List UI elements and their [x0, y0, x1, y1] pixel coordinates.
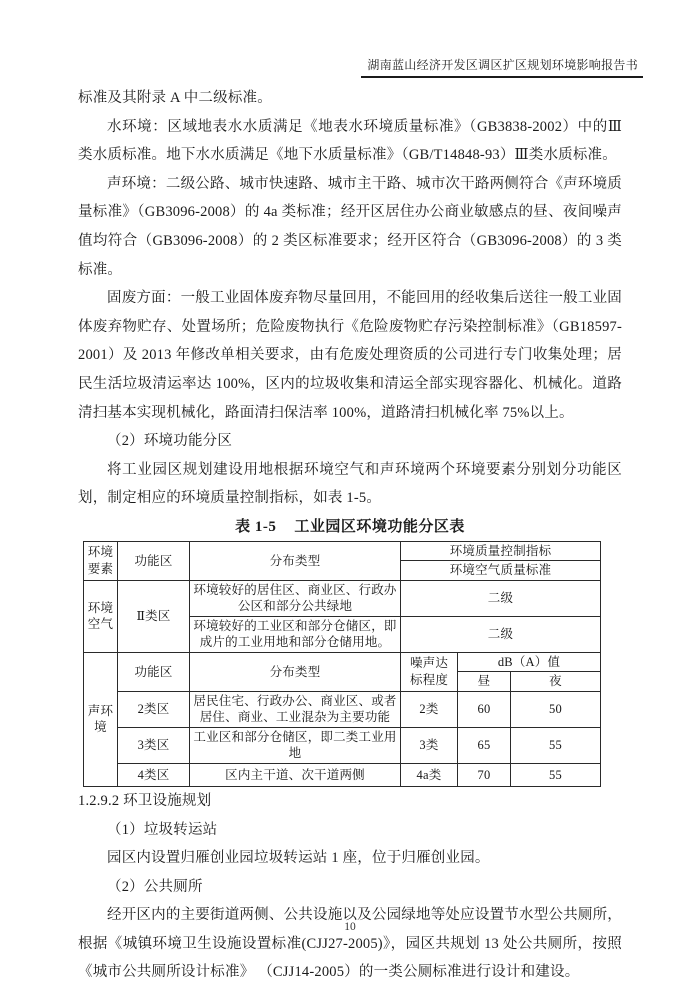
running-head-title: 湖南蓝山经济开发区调区扩区规划环境影响报告书: [361, 56, 643, 78]
cell-noise-day-2: 60: [458, 691, 511, 727]
cell-noise-attain-3: 3类: [401, 727, 458, 763]
table-caption: [78, 516, 622, 538]
cell-noise-attain-4: 4a类: [401, 763, 458, 786]
table-row: [84, 727, 601, 763]
cell-air-distribution-1: 环境较好的居住区、商业区、行政办公区和部分公共绿地: [190, 580, 401, 616]
cell-air-distribution-2: 环境较好的工业区和部分仓储区，即成片的工业用地和部分仓储用地。: [190, 616, 401, 652]
header-cell-element: 环境要素: [84, 541, 118, 580]
table-row: [84, 541, 601, 561]
cell-noise-attain-2: 2类: [401, 691, 458, 727]
cell-noise-day-4: 70: [458, 763, 511, 786]
paragraph-noise-environment: 声环境：二级公路、城市快速路、城市主干路、城市次干路两侧符合《声环境质量标准》（GB3096-2008）的 4a 类标准；经开区居住办公商业敏感点的昼、夜间噪声值均符合（GB3096-2008）的 2 类区标准要求；经开区符合（GB3096-2008）的 3 类标准。: [78, 175, 622, 278]
cell-noise-night-4: 55: [511, 763, 601, 786]
header-cell-air-standard: 环境空气质量标准: [401, 561, 601, 581]
cell-noise-zone-3: 3类区: [118, 727, 190, 763]
table-caption-label: 表 1-5: [235, 518, 277, 535]
table-row: [84, 652, 601, 672]
header-cell-night: 夜: [511, 672, 601, 692]
page-number: 10: [344, 921, 356, 933]
header-cell-quality-index: 环境质量控制指标: [401, 541, 601, 561]
header-cell-day: 昼: [458, 672, 511, 692]
heading-sanitation-planning: 1.2.9.2 环卫设施规划: [78, 792, 212, 809]
cell-noise-night-3: 55: [511, 727, 601, 763]
header-cell-noise-zone: 功能区: [118, 652, 190, 691]
cell-noise-zone-2: 2类区: [118, 691, 190, 727]
paragraph-public-toilet: 经开区内的主要街道两侧、公共设施以及公园绿地等处应设置节水型公共厕所，根据《城镇环境卫生设施设置标准(CJJ27-2005)》，园区共规划 13 处公共厕所，按照《城市公共厕所设计标准》 （CJJ14-2005）的一类公厕标准进行设计和建设。: [78, 907, 622, 981]
cell-noise-zone-4: 4类区: [118, 763, 190, 786]
table-row: [84, 580, 601, 616]
cell-noise-day-3: 65: [458, 727, 511, 763]
paragraph-garbage-transfer-station: 园区内设置归雁创业园垃圾转运站 1 座，位于归雁创业园。: [107, 850, 490, 867]
header-cell-db-value: dB（A）值: [458, 652, 601, 672]
cell-noise-night-2: 50: [511, 691, 601, 727]
paragraph-solid-waste: 固废方面：一般工业固体废弃物尽量回用，不能回用的经收集后送往一般工业固体废弃物贮存、处置场所；危险废物执行《危险废物贮存污染控制标准》（GB18597-2001）及 2013 年修改单相关要求，由有危废处理资质的公司进行专门收集处理；居民生活垃圾清运率达 100%，区内的垃圾收集和清运全部实现容器化、机械化。道路清扫基本实现机械化，路面清扫保洁率 100%，道路清扫机械化率 75%以上。: [78, 290, 622, 421]
header-cell-distribution: 分布类型: [190, 541, 401, 580]
cell-noise-distribution-3: 工业区和部分仓储区，即二类工业用地: [190, 727, 401, 763]
paragraph-water-environment: 水环境：区域地表水水质满足《地表水环境质量标准》（GB3838-2002）中的Ⅲ类水质标准。地下水水质满足《地下水质量标准》（GB/T14848-93）Ⅲ类水质标准。: [78, 118, 622, 164]
cell-air-zone: Ⅱ类区: [118, 580, 190, 652]
cell-element-air: 环境空气: [84, 580, 118, 652]
page-header: [361, 56, 643, 78]
header-cell-noise-attain: 噪声达标程度: [401, 652, 458, 691]
page-footer: [0, 921, 700, 933]
subheading-env-function-zoning: （2）环境功能分区: [107, 433, 233, 450]
cell-air-standard-2: 二级: [401, 616, 601, 652]
table-row: [84, 763, 601, 786]
document-content: [78, 84, 622, 987]
cell-noise-distribution-4: 区内主干道、次干道两侧: [190, 763, 401, 786]
header-cell-zone: 功能区: [118, 541, 190, 580]
table-row: [84, 691, 601, 727]
cell-noise-distribution-2: 居民住宅、行政办公、商业区、或者居住、商业、工业混杂为主要功能: [190, 691, 401, 727]
env-function-zone-table: [83, 541, 601, 787]
table-caption-title: 工业园区环境功能分区表: [294, 518, 465, 535]
paragraph-zoning-intro: 将工业园区规划建设用地根据环境空气和声环境两个环境要素分别划分功能区划，制定相应的环境质量控制指标，如表 1-5。: [78, 461, 622, 507]
subheading-garbage-transfer-station: （1）垃圾转运站: [107, 821, 218, 838]
cell-element-noise: 声环境: [84, 652, 118, 786]
paragraph-continuation: 标准及其附录 A 中二级标准。: [78, 90, 272, 106]
subheading-public-toilet: （2）公共厕所: [107, 878, 203, 895]
header-cell-noise-distribution: 分布类型: [190, 652, 401, 691]
cell-air-standard-1: 二级: [401, 580, 601, 616]
